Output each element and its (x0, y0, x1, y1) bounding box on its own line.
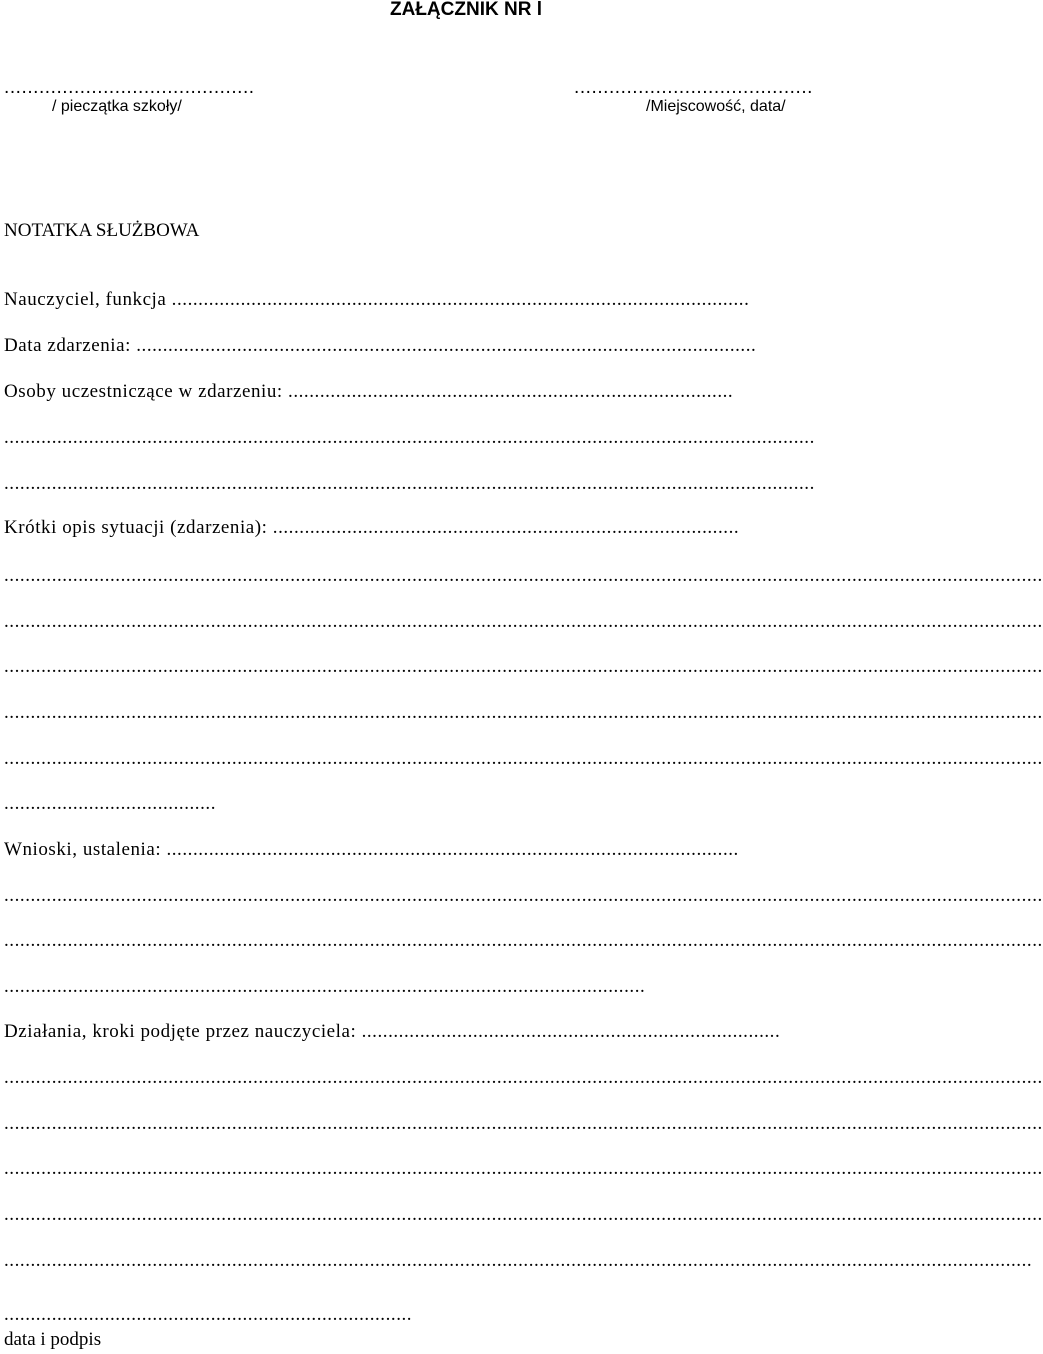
actions-continuation-line: .................................................................................................................................................................................................. (4, 1250, 1033, 1271)
place-date-dots: ......................................... (574, 77, 813, 98)
attachment-title: ZAŁĄCZNIK NR l (390, 0, 542, 20)
school-stamp-dots: ........................................... (4, 77, 255, 98)
actions-continuation-line: .................................................................................................................................................................................................... (4, 1113, 1043, 1134)
note-title: NOTATKA SŁUŻBOWA (4, 220, 200, 241)
participants-field: Osoby uczestniczące w zdarzeniu: .................................................................................... (4, 381, 734, 402)
signature-label: data i podpis (4, 1329, 102, 1350)
description-continuation-line: .................................................................................................................................................................................................... (4, 611, 1043, 632)
conclusions-continuation-line: .................................................................................................................................................................................................... (4, 885, 1043, 906)
signature-line: ............................................................................. (4, 1304, 413, 1325)
teacher-function-field: Nauczyciel, funkcja ............................................................................................................. (4, 289, 750, 310)
description-continuation-line: .................................................................................................................................................................................................... (4, 748, 1043, 769)
actions-taken-field: Działania, kroki podjęte przez nauczyciela: ............................................................................... (4, 1021, 781, 1042)
place-date-label: /Miejscowość, data/ (646, 98, 786, 115)
description-continuation-line: ........................................ (4, 793, 216, 814)
actions-continuation-line: .................................................................................................................................................................................................... (4, 1158, 1043, 1179)
description-continuation-line: .................................................................................................................................................................................................... (4, 702, 1043, 723)
actions-continuation-line: .................................................................................................................................................................................................... (4, 1067, 1043, 1088)
participants-continuation-line: ......................................................................................................................................................... (4, 427, 815, 448)
conclusions-field: Wnioski, ustalenia: ............................................................................................................ (4, 839, 739, 860)
description-field: Krótki opis sytuacji (zdarzenia): ........................................................................................ (4, 517, 740, 538)
actions-continuation-line: .................................................................................................................................................................................................... (4, 1204, 1043, 1225)
description-continuation-line: .................................................................................................................................................................................................... (4, 656, 1043, 677)
incident-date-field: Data zdarzenia: ..................................................................................................................... (4, 335, 757, 356)
participants-continuation-line: ......................................................................................................................................................... (4, 473, 815, 494)
school-stamp-label: / pieczątka szkoły/ (52, 98, 182, 115)
conclusions-continuation-line: .................................................................................................................................................................................................... (4, 930, 1043, 951)
description-continuation-line: .................................................................................................................................................................................................... (4, 565, 1043, 586)
conclusions-continuation-line: ......................................................................................................................... (4, 976, 646, 997)
